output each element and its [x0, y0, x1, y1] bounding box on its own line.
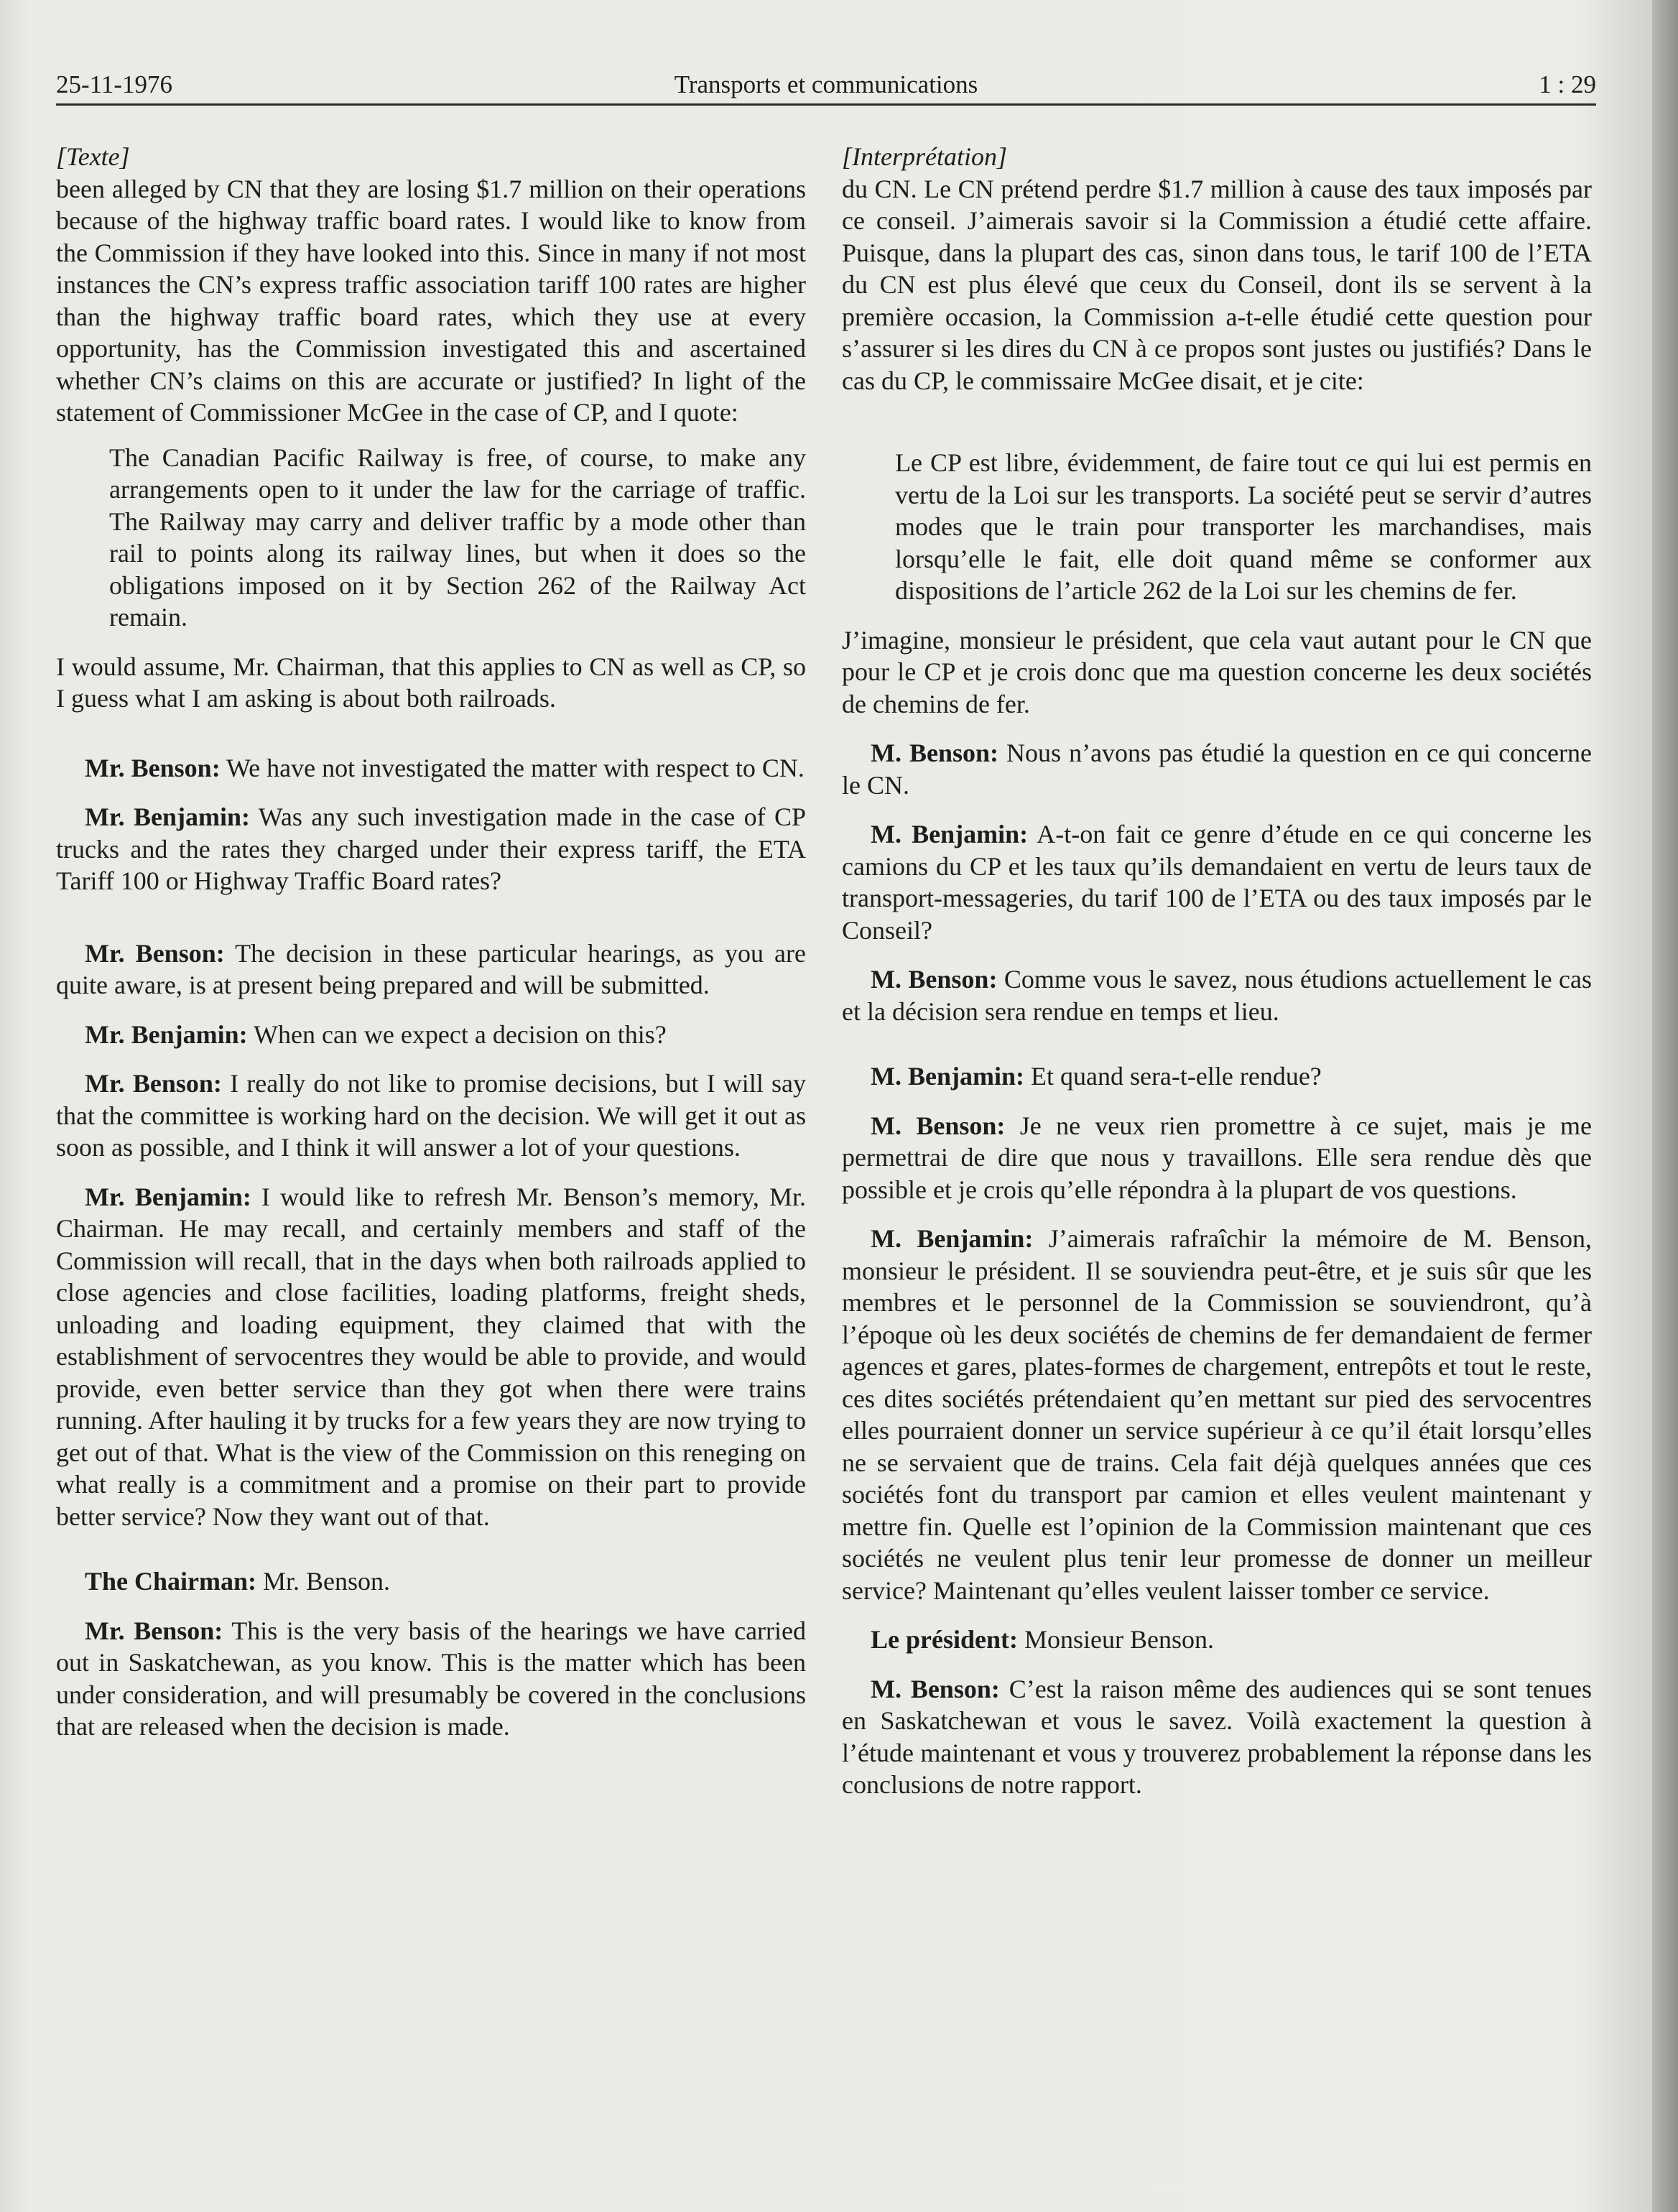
speech-text: Je ne veux rien promettre à ce sujet, mais je me permettrai de dire que nous y travaillons. Elle sera rendue dès que possible et je crois qu’elle répondra à la plupart de vos questions.: [842, 1111, 1593, 1204]
speaker-name: M. Benjamin:: [871, 1062, 1024, 1091]
speaker-name: Mr. Benson:: [85, 938, 225, 968]
speech-entry: [842, 1110, 1592, 1206]
speech-entry: [842, 818, 1592, 946]
speaker-name: Mr. Benson:: [85, 1069, 222, 1098]
speaker-name: Le président:: [871, 1625, 1018, 1654]
speaker-name: M. Benson:: [871, 739, 999, 767]
header-title: Transports et communications: [674, 70, 978, 98]
french-column: [842, 141, 1592, 1818]
speech-entry: [842, 963, 1592, 1027]
speech-entry: [842, 1060, 1592, 1093]
paragraph: I would assume, Mr. Chairman, that this applies to CN as well as CP, so I guess what I am asking is about both railroads.: [56, 652, 806, 713]
speech-text: Was any such investigation made in the case of CP trucks and the rates they charged under their express tariff, the ETA Tariff 100 or Highway Traffic Board rates?: [56, 802, 806, 895]
paragraph: J’imagine, monsieur le président, que cela vaut autant pour le CN que pour le CP et je crois donc que ma question concerne les deux sociétés de chemins de fer.: [842, 625, 1592, 718]
header-date: 25-11-1976: [56, 70, 173, 98]
english-column: [56, 141, 806, 1760]
speaker-name: Mr. Benjamin:: [85, 1019, 248, 1049]
speaker-name: M. Benjamin:: [871, 1224, 1034, 1253]
speaker-name: M. Benson:: [871, 1674, 1000, 1703]
speech-text: Mr. Benson.: [256, 1567, 391, 1596]
speech-text: C’est la raison même des audiences qui se sont tenues en Saskatchewan et vous le savez. Voilà exactement la question à l’étude maintenant et vous y trouverez probablement la réponse dans les conclusions de notre rapport.: [842, 1674, 1593, 1799]
speech-entry: [56, 1615, 806, 1743]
speech-text: A-t-on fait ce genre d’étude en ce qui concerne les camions du CP et les taux qu’ils demandaient en vertu de leurs taux de transport-messageries, du tarif 100 de l’ETA ou des taux imposés par le Conseil?: [842, 820, 1592, 945]
paragraph: du CN. Le CN prétend perdre $1.7 million à cause des taux imposés par ce conseil. J’aimerais savoir si la Commission a étudié cette affaire. Puisque, dans la plupart des cas, sinon dans tous, le tarif 100 de l’ETA du CN est plus élevé que ceux du Conseil, dont ils se servent à la première occasion, la Commission a-t-elle étudié cette question pour s’assurer si les dires du CN à ce propos sont justes ou justifiés? Dans le cas du CP, le commissaire McGee disait, et je cite:: [842, 174, 1592, 395]
speech-entry: [56, 1068, 806, 1164]
paragraph: been alleged by CN that they are losing $1.7 million on their operations because of the highway traffic board rates. I would like to know from the Commission if they have looked into this. Since in many if not most instances the CN’s express traffic association tariff 100 rates are higher than the highway traffic board rates, which they use at every opportunity, has the Commission investigated this and ascertained whether CN’s claims on this are accurate or justified? In light of the statement of Commissioner McGee in the case of CP, and I quote:: [56, 174, 806, 427]
speech-text: Et quand sera-t-elle rendue?: [1024, 1062, 1322, 1091]
speech-entry: [842, 737, 1592, 801]
speech-text: Nous n’avons pas étudié la question en ce qui concerne le CN.: [842, 739, 1592, 800]
page-header: [56, 62, 1596, 106]
column-label: [Texte]: [56, 142, 130, 171]
header-page-number: 1 : 29: [1539, 70, 1596, 98]
speech-text: I would like to refresh Mr. Benson’s memory, Mr. Chairman. He may recall, and certainly members and staff of the Commission will recall, that in the days when both railroads applied to close agencies and close facilities, loading platforms, freight sheds, unloading and loading equipment, they claimed that with the establishment of servocentres they would be able to provide, and would provide, even better service than they got when there were trains running. After hauling it by trucks for a few years they are now trying to get out of that. What is the view of the Commission on this reneging on what really is a commitment and a promise on their part to provide better service? Now they want out of that.: [56, 1182, 807, 1531]
speech-text: This is the very basis of the hearings we have carried out in Saskatchewan, as you know. This is the matter which has been under consideration, and will presumably be covered in the conclusions that are released when the decision is made.: [56, 1616, 806, 1741]
speech-entry: [56, 1019, 806, 1051]
speech-entry: [842, 1624, 1592, 1656]
speech-text: We have not investigated the matter with respect to CN.: [220, 753, 805, 782]
speaker-name: Mr. Benson:: [85, 1616, 223, 1645]
speech-entry: [56, 752, 806, 785]
speech-entry: [842, 1223, 1592, 1606]
speaker-name: Mr. Benjamin:: [85, 802, 251, 831]
speech-text: Monsieur Benson.: [1017, 1625, 1214, 1654]
speech-text: J’aimerais rafraîchir la mémoire de M. Benson, monsieur le président. Il se souviendra peut-être, et je suis sûr que les membres et le personnel de la Commission se souviendront, qu’à l’époque où les deux sociétés de chemins de fer demandaient de fermer agences et gares, plates-formes de chargement, entrepôts et tout le reste, ces dites sociétés prétendaient qu’en mettant sur pied des servocentres elles pourraient donner un service supérieur à ce qu’il était lorsqu’elles ne se servaient que de trains. Cela fait déjà quelques années que ces sociétés font du transport par camion et elles veulent maintenant y mettre fin. Quelle est l’opinion de la Commission maintenant que ces sociétés ne veulent plus tenir leur promesse de donner un meilleur service? Maintenant qu’elles veulent laisser tomber ce service.: [842, 1224, 1592, 1605]
speech-text: When can we expect a decision on this?: [247, 1019, 667, 1049]
speaker-name: The Chairman:: [85, 1567, 257, 1596]
block-quote: The Canadian Pacific Railway is free, of course, to make any arrangements open to it under the law for the carriage of traffic. The Railway may carry and deliver traffic by a mode other than rail to points along its railway lines, but when it does so the obligations imposed on it by Section 262 of the Railway Act remain.: [109, 443, 806, 631]
speech-text: The decision in these particular hearings, as you are quite aware, is at present being prepared and will be submitted.: [56, 938, 806, 999]
column-label: [Interprétation]: [842, 142, 1007, 171]
speech-entry: [56, 938, 806, 1001]
speech-entry: [56, 1565, 806, 1598]
page-binding-shadow: [1652, 0, 1678, 2212]
speech-text: Comme vous le savez, nous étudions actuellement le cas et la décision sera rendue en temps et lieu.: [842, 965, 1593, 1026]
block-quote: Le CP est libre, évidemment, de faire tout ce qui lui est permis en vertu de la Loi sur les transports. La société peut se servir d’autres modes que le train pour transporter les marchandises, mais lorsqu’elle le fait, elle doit quand même se conformer aux dispositions de l’article 262 de la Loi sur les chemins de fer.: [895, 448, 1592, 605]
speech-text: I really do not like to promise decisions, but I will say that the committee is working hard on the decision. We will get it out as soon as possible, and I think it will answer a lot of your questions.: [56, 1069, 806, 1162]
speaker-name: Mr. Benson:: [85, 753, 221, 782]
speaker-name: M. Benson:: [871, 965, 998, 994]
speech-entry: [842, 1673, 1592, 1801]
speech-entry: [56, 801, 806, 897]
speaker-name: M. Benjamin:: [871, 820, 1029, 848]
speech-entry: [56, 1181, 806, 1533]
speaker-name: M. Benson:: [871, 1111, 1006, 1140]
speaker-name: Mr. Benjamin:: [85, 1182, 251, 1211]
